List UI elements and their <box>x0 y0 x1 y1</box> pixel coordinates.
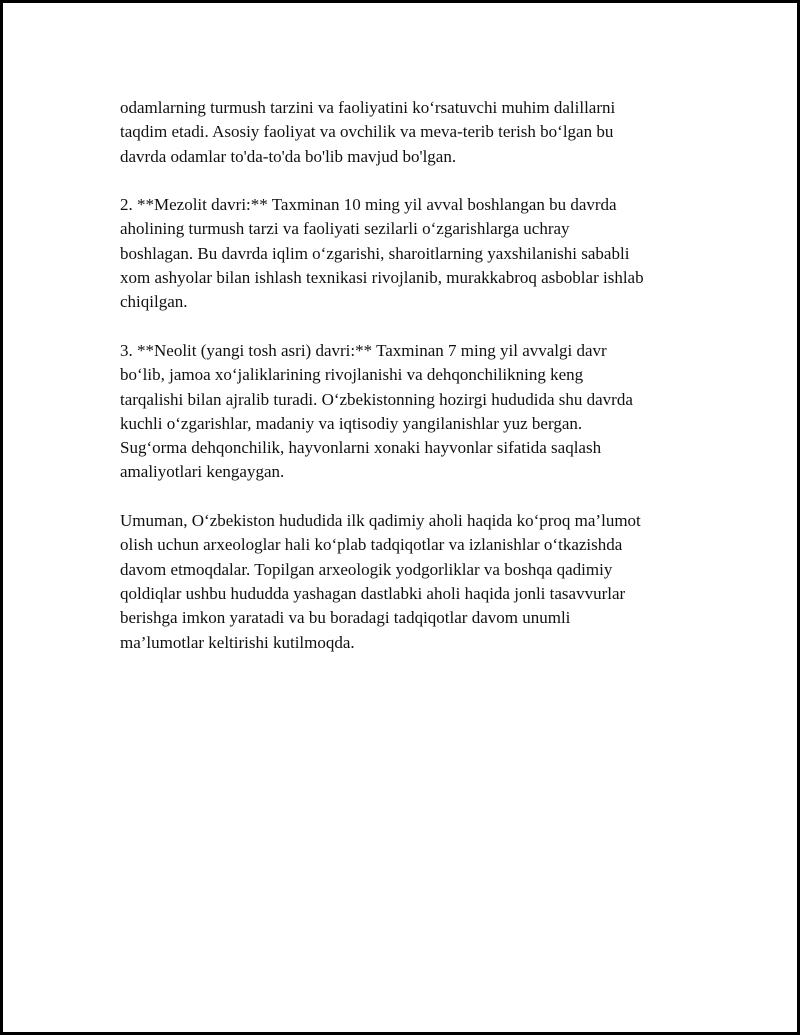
paragraph-neolithic: 3. **Neolit (yangi tosh asri) davri:** Taxminan 7 ming yil avvalgi davr bo‘lib, jamoa xo‘jaliklarining rivojlanishi va dehqonchilikning keng tarqalishi bilan ajralib turadi. O‘zbekistonning hozirgi hududida shu davrda kuchli o‘zgarishlar, madaniy va iqtisodiy yangilanishlar yuz bergan. Sug‘orma dehqonchilik, hayvonlarni xonaki hayvonlar sifatida saqlash amaliyotlari kengaygan. <box>120 340 633 482</box>
paragraph-conclusion: Umuman, O‘zbekiston hududida ilk qadimiy aholi haqida ko‘proq ma’lumot olish uchun arxeologlar hali ko‘plab tadqiqotlar va izlanishlar o‘tkazishda davom etmoqdalar. Topilgan arxeologik yodgorliklar va boshqa qadimiy qoldiqlar ushbu hududda yashagan dastlabki aholi haqida jonli tasavvurlar berishga imkon yaratadi va bu boradagi tadqiqotlar davom unumli ma’lumotlar keltirishi kutilmoqda. <box>120 511 641 652</box>
document-body <box>120 96 700 679</box>
paragraph-mesolithic: 2. **Mezolit davri:** Taxminan 10 ming yil avval boshlangan bu davrda aholining turmush tarzi va faoliyati sezilarli o‘zgarishlarga uchray boshlagan. Bu davrda iqlim o‘zgarishi, sharoitlarning yaxshilanishi sababli xom ashyolar bilan ishlash texnikasi rivojlanib, murakkabroq asboblar ishlab chiqilgan. <box>120 195 644 312</box>
paragraph-paleolithic-continuation: odamlarning turmush tarzini va faoliyatini ko‘rsatuvchi muhim dalillarni taqdim etadi. Asosiy faoliyat va ovchilik va meva-terib terish bo‘lgan bu davrda odamlar to'da-to'da bo'lib mavjud bo'lgan. <box>120 98 616 166</box>
